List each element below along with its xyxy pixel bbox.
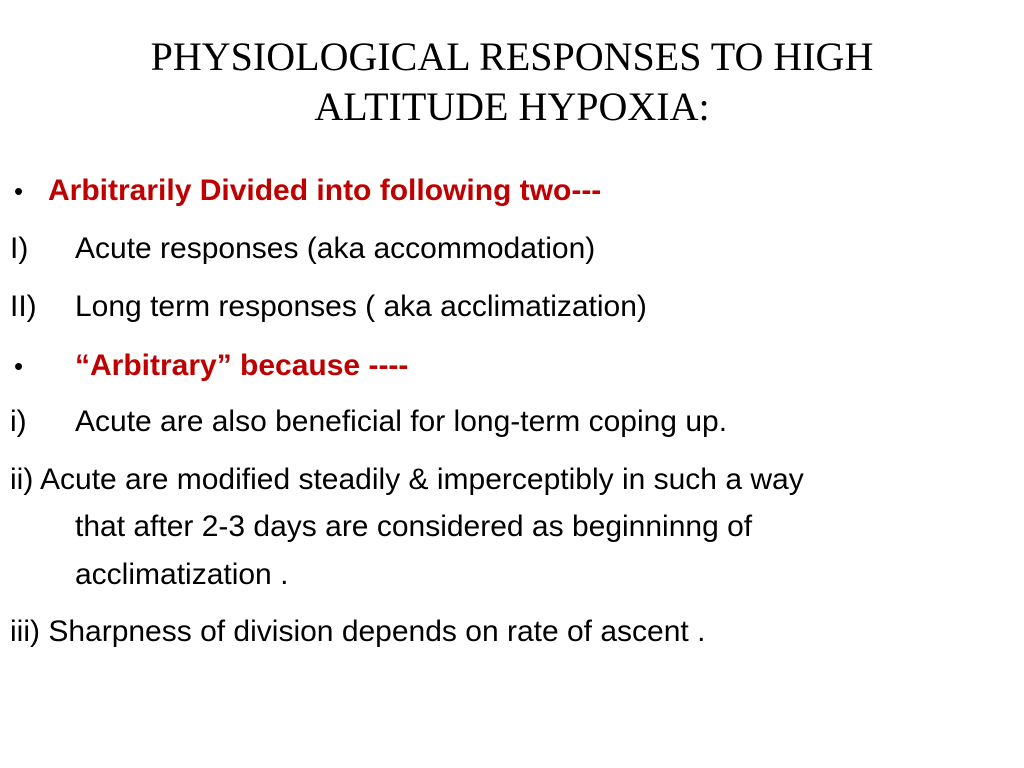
list-marker: II) [10,290,37,323]
list-item-continuation: that after 2-3 days are considered as beginninng of [75,510,753,543]
list-item-continuation: acclimatization . [75,558,289,591]
list-item-text: iii) Sharpness of division depends on rate of ascent . [10,615,706,648]
list-item-text: Long term responses ( aka acclimatization) [75,290,647,323]
slide-title-line2: ALTITUDE HYPOXIA: [314,84,710,129]
list-item-text: Acute responses (aka accommodation) [75,232,596,265]
list-marker: i) [10,405,27,438]
list-item-text: ii) Acute are modified steadily & imperceptibly in such a way [10,463,804,496]
bullet-dot-icon: • [14,351,24,381]
bullet-text-arbitrarily: Arbitrarily Divided into following two--- [48,174,602,207]
bullet-text-arbitrary-because: “Arbitrary” because ---- [75,349,409,382]
slide-title [0,32,1024,132]
list-item-text: Acute are also beneficial for long-term coping up. [75,405,728,438]
slide-title-line1: PHYSIOLOGICAL RESPONSES TO HIGH [150,34,874,79]
bullet-dot-icon: • [14,176,24,206]
list-marker: I) [10,232,29,265]
